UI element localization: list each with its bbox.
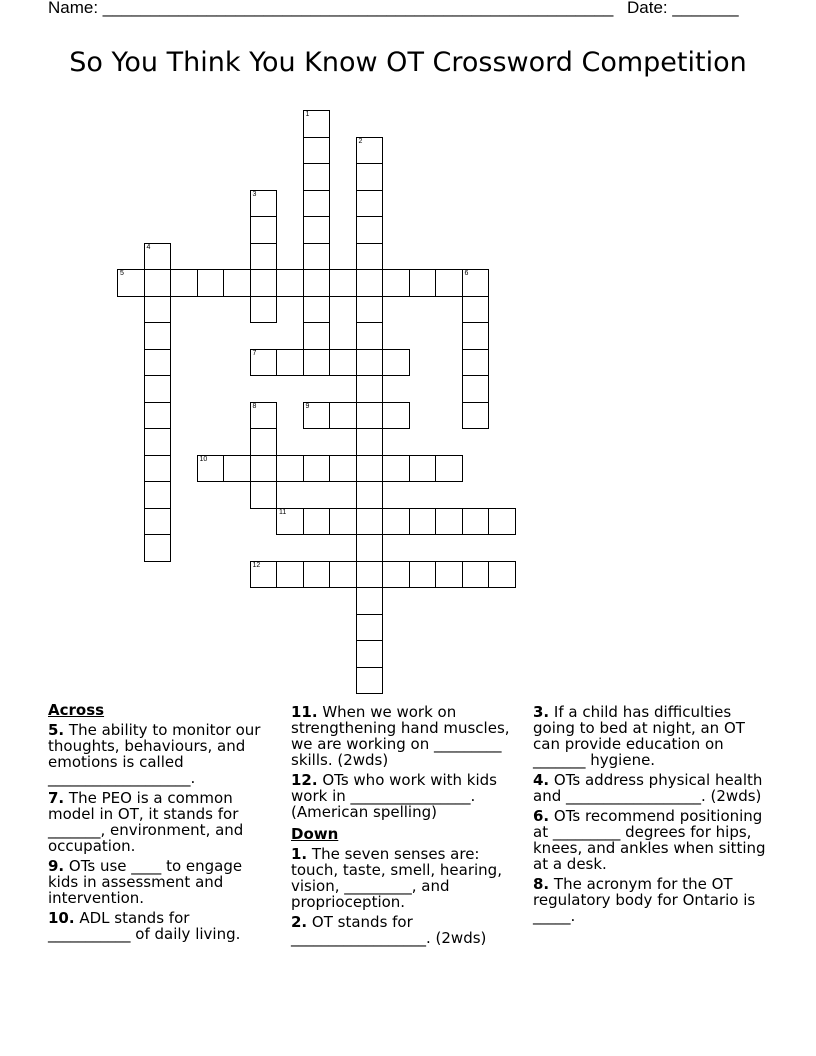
crossword-cell[interactable]	[303, 190, 331, 218]
crossword-cell[interactable]	[250, 561, 278, 589]
crossword-cell[interactable]	[356, 534, 384, 562]
crossword-cell[interactable]	[303, 216, 331, 244]
crossword-cell[interactable]	[462, 296, 490, 324]
crossword-cell[interactable]	[250, 402, 278, 430]
clue-4	[533, 772, 767, 804]
crossword-cell[interactable]	[409, 455, 437, 483]
clue-number: 12.	[291, 771, 318, 789]
crossword-cell[interactable]	[250, 296, 278, 324]
crossword-cell[interactable]	[303, 561, 331, 589]
cell-number: 3	[252, 190, 257, 198]
crossword-cell[interactable]	[303, 137, 331, 165]
clue-number: 1.	[291, 845, 308, 863]
crossword-cell[interactable]	[303, 243, 331, 271]
crossword-cell[interactable]	[356, 640, 384, 668]
page-title: So You Think You Know OT Crossword Competition	[69, 47, 747, 78]
crossword-cell[interactable]	[144, 322, 172, 350]
crossword-cell[interactable]	[356, 428, 384, 456]
crossword-cell[interactable]	[250, 269, 278, 297]
clue-number: 9.	[48, 857, 65, 875]
cell-number: 12	[252, 561, 261, 569]
cell-number: 10	[199, 455, 208, 463]
crossword-cell[interactable]	[303, 455, 331, 483]
crossword-cell[interactable]	[144, 243, 172, 271]
crossword-cell[interactable]	[144, 375, 172, 403]
crossword-cell[interactable]	[356, 455, 384, 483]
clue-text: OT stands for __________________. (2wds)	[291, 913, 487, 947]
crossword-cell[interactable]	[382, 561, 410, 589]
crossword-cell[interactable]	[409, 269, 437, 297]
clue-12	[291, 772, 515, 820]
crossword-cell[interactable]	[382, 455, 410, 483]
crossword-cell[interactable]	[356, 587, 384, 615]
crossword-cell[interactable]	[303, 508, 331, 536]
crossword-cell[interactable]	[303, 110, 331, 138]
clue-text: The ability to monitor our thoughts, behaviours, and emotions is called ___________________.	[48, 721, 261, 787]
crossword-cell[interactable]	[356, 481, 384, 509]
crossword-cell[interactable]	[329, 455, 357, 483]
crossword-cell[interactable]	[250, 455, 278, 483]
crossword-cell[interactable]	[462, 508, 490, 536]
crossword-cell[interactable]	[356, 296, 384, 324]
crossword-cell[interactable]	[276, 561, 304, 589]
across-heading: Across	[48, 701, 105, 719]
crossword-cell[interactable]	[303, 349, 331, 377]
clue-number: 3.	[533, 703, 550, 721]
crossword-cell[interactable]	[356, 614, 384, 642]
crossword-cell[interactable]	[356, 163, 384, 191]
crossword-cell[interactable]	[356, 561, 384, 589]
clue-text: OTs who work with kids work in ________________. (American spelling)	[291, 771, 497, 821]
crossword-cell[interactable]	[276, 269, 304, 297]
crossword-cell[interactable]	[250, 349, 278, 377]
cell-number: 2	[358, 137, 363, 145]
crossword-cell[interactable]	[250, 216, 278, 244]
clue-3	[533, 704, 767, 768]
down-heading: Down	[291, 825, 339, 843]
clue-number: 5.	[48, 721, 65, 739]
crossword-cell[interactable]	[356, 269, 384, 297]
crossword-cell[interactable]	[303, 269, 331, 297]
crossword-cell[interactable]	[356, 508, 384, 536]
crossword-cell[interactable]	[144, 269, 172, 297]
crossword-cell[interactable]	[356, 243, 384, 271]
cell-number: 1	[305, 111, 310, 118]
cell-number: 7	[252, 349, 257, 357]
crossword-cell[interactable]	[409, 561, 437, 589]
crossword-cell[interactable]	[462, 561, 490, 589]
crossword-cell[interactable]	[250, 428, 278, 456]
crossword-cell[interactable]	[356, 322, 384, 350]
crossword-cell[interactable]	[329, 402, 357, 430]
clue-text: When we work on strengthening hand muscles, we are working on _________ skills. (2wds)	[291, 703, 510, 769]
clue-7	[48, 790, 270, 854]
crossword-cell[interactable]	[356, 349, 384, 377]
clue-number: 2.	[291, 913, 308, 931]
cell-number: 6	[464, 270, 469, 277]
crossword-cell[interactable]	[117, 269, 145, 297]
crossword-cell[interactable]	[409, 508, 437, 536]
crossword-cell[interactable]	[435, 455, 463, 483]
date-line: Date: _______	[627, 0, 739, 17]
clue-number: 7.	[48, 789, 65, 807]
clue-number: 6.	[533, 807, 550, 825]
crossword-cell[interactable]	[382, 508, 410, 536]
crossword-cell[interactable]	[382, 349, 410, 377]
crossword-cell[interactable]	[144, 534, 172, 562]
crossword-cell[interactable]	[144, 296, 172, 324]
crossword-cell[interactable]	[223, 269, 251, 297]
cell-number: 9	[305, 402, 310, 410]
clues-column-2	[291, 700, 515, 946]
cell-number: 8	[252, 402, 257, 410]
crossword-cell[interactable]	[170, 269, 198, 297]
crossword-cell[interactable]	[462, 402, 490, 430]
crossword-cell[interactable]	[356, 216, 384, 244]
crossword-cell[interactable]	[276, 455, 304, 483]
clue-10	[48, 910, 270, 942]
clue-6	[533, 808, 767, 872]
clue-text: OTs address physical health and __________________. (2wds)	[533, 771, 763, 805]
clue-number: 10.	[48, 909, 75, 927]
crossword-cell[interactable]	[435, 508, 463, 536]
crossword-cell[interactable]	[356, 402, 384, 430]
clue-2	[291, 914, 515, 946]
crossword-cell[interactable]	[144, 428, 172, 456]
crossword-cell[interactable]	[197, 455, 225, 483]
clues-column-3	[533, 700, 767, 924]
clue-text: ADL stands for ___________ of daily living.	[48, 909, 241, 943]
clue-text: OTs recommend positioning at _________ degrees for hips, knees, and ankles when sitting at a desk.	[533, 807, 766, 873]
crossword-cell[interactable]	[329, 561, 357, 589]
crossword-cell[interactable]	[356, 190, 384, 218]
cell-number: 11	[279, 508, 287, 516]
crossword-cell[interactable]	[356, 375, 384, 403]
clue-number: 11.	[291, 703, 318, 721]
crossword-cell[interactable]	[462, 269, 490, 297]
crossword-cell[interactable]	[356, 667, 384, 695]
clue-text: The seven senses are: touch, taste, smell, hearing, vision, _________, and proprioception.	[291, 845, 502, 911]
clue-text: If a child has difficulties going to bed at night, an OT can provide education on _______ hygiene.	[533, 703, 745, 769]
crossword-cell[interactable]	[144, 455, 172, 483]
clue-number: 4.	[533, 771, 550, 789]
crossword-cell[interactable]	[329, 508, 357, 536]
crossword-cell[interactable]	[144, 402, 172, 430]
crossword-cell[interactable]	[276, 508, 304, 536]
clue-number: 8.	[533, 875, 550, 893]
clue-9	[48, 858, 270, 906]
crossword-cell[interactable]	[197, 269, 225, 297]
clue-8	[533, 876, 767, 924]
clue-text: OTs use ____ to engage kids in assessment and intervention.	[48, 857, 243, 907]
crossword-cell[interactable]	[303, 296, 331, 324]
cell-number: 4	[146, 243, 151, 251]
crossword-cell[interactable]	[303, 402, 331, 430]
clue-text: The acronym for the OT regulatory body for Ontario is _____.	[533, 875, 756, 925]
crossword-cell[interactable]	[462, 349, 490, 377]
crossword-cell[interactable]	[144, 508, 172, 536]
crossword-cell[interactable]	[435, 561, 463, 589]
clue-5	[48, 722, 270, 786]
clue-1	[291, 846, 515, 910]
crossword-cell[interactable]	[356, 137, 384, 165]
crossword-cell[interactable]	[462, 375, 490, 403]
crossword-cell[interactable]	[144, 481, 172, 509]
crossword-cell[interactable]	[303, 322, 331, 350]
crossword-cell[interactable]	[329, 349, 357, 377]
crossword-cell[interactable]	[488, 561, 516, 589]
crossword-cell[interactable]	[488, 508, 516, 536]
crossword-cell[interactable]	[276, 349, 304, 377]
crossword-cell[interactable]	[250, 481, 278, 509]
crossword-cell[interactable]	[250, 190, 278, 218]
name-line: Name: ______________________________________________________	[48, 0, 614, 17]
crossword-cell[interactable]	[382, 402, 410, 430]
crossword-cell[interactable]	[462, 322, 490, 350]
clues-column-1	[48, 700, 270, 942]
crossword-cell[interactable]	[144, 349, 172, 377]
clue-11	[291, 704, 515, 768]
crossword-cell[interactable]	[435, 269, 463, 297]
cell-number: 5	[120, 270, 124, 277]
crossword-cell[interactable]	[250, 243, 278, 271]
crossword-cell[interactable]	[223, 455, 251, 483]
crossword-cell[interactable]	[329, 269, 357, 297]
clue-text: The PEO is a common model in OT, it stands for _______, environment, and occupation.	[48, 789, 244, 855]
crossword-cell[interactable]	[382, 269, 410, 297]
crossword-cell[interactable]	[303, 163, 331, 191]
